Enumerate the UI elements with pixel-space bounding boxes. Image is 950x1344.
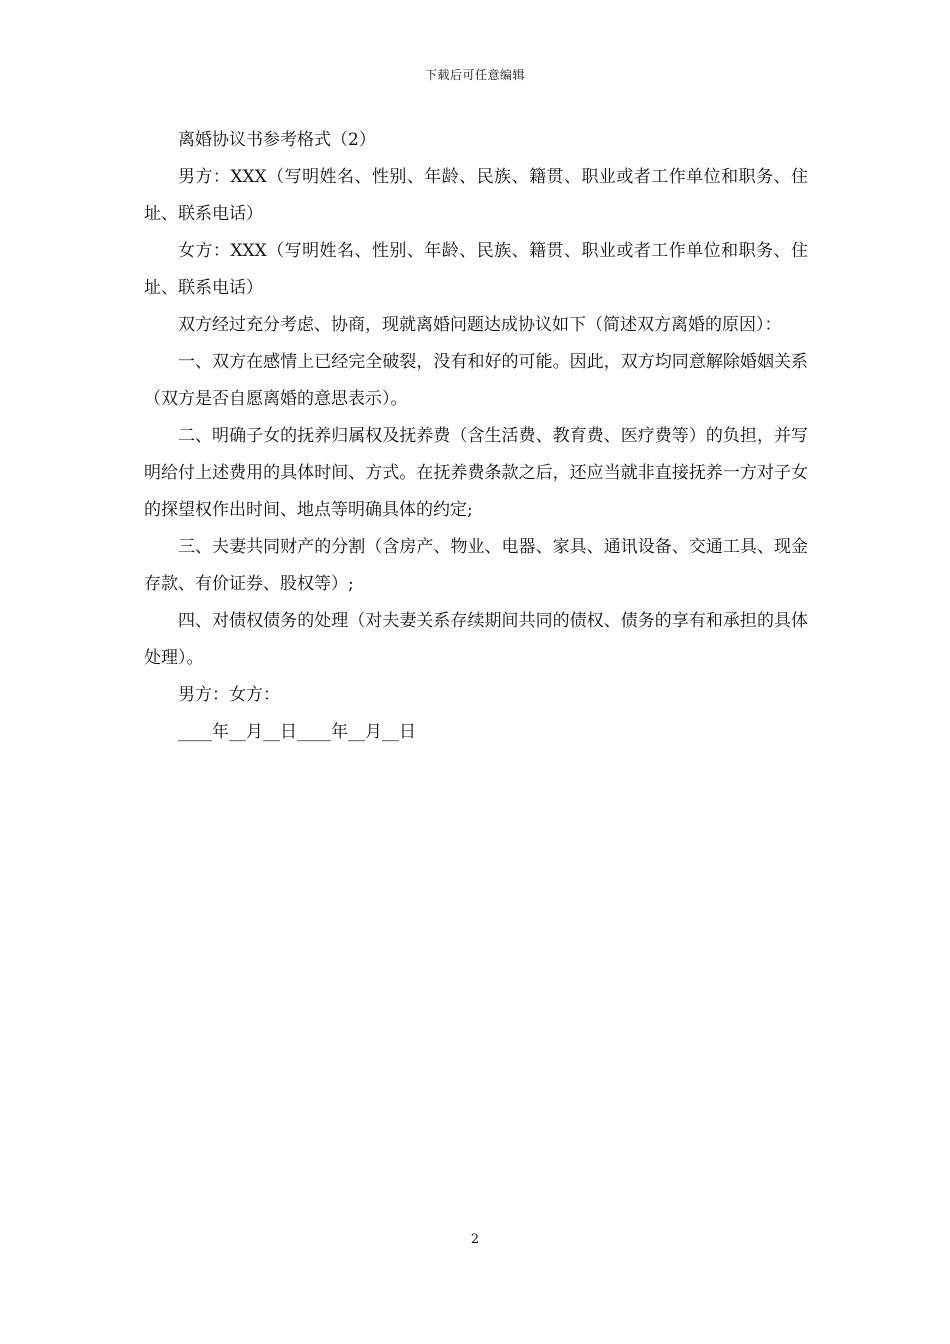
paragraph-clause-1: 一、双方在感情上已经完全破裂，没有和好的可能。因此，双方均同意解除婚姻关系（双方是否自愿离婚的意思表示）。 xyxy=(144,352,808,409)
document-body xyxy=(144,122,808,751)
page-header: 下载后可任意编辑 xyxy=(424,68,525,82)
paragraph-clause-3: 三、夫妻共同财产的分割（含房产、物业、电器、家具、通讯设备、交通工具、现金存款、有价证券、股权等）; xyxy=(144,537,808,594)
paragraph-clause-2: 二、明确子女的抚养归属权及抚养费（含生活费、教育费、医疗费等）的负担，并写明给付上述费用的具体时间、方式。在抚养费条款之后，还应当就非直接抚养一方对子女的探望权作出时间、地点等明确具体的约定; xyxy=(144,426,808,520)
paragraph-clause-4: 四、对债权债务的处理（对夫妻关系存续期间共同的债权、债务的享有和承担的具体处理）。 xyxy=(144,611,808,668)
signature-line: 男方：女方： xyxy=(178,685,280,705)
document-title: 离婚协议书参考格式（2） xyxy=(178,130,376,150)
date-line: ____年__月__日____年__月__日 xyxy=(178,722,416,742)
paragraph-female-party: 女方：XXX（写明姓名、性别、年龄、民族、籍贯、职业或者工作单位和职务、住址、联系电话） xyxy=(144,241,808,298)
paragraph-male-party: 男方：XXX（写明姓名、性别、年龄、民族、籍贯、职业或者工作单位和职务、住址、联系电话） xyxy=(144,167,808,224)
page-number: 2 xyxy=(470,1232,480,1247)
paragraph-intro: 双方经过充分考虑、协商，现就离婚问题达成协议如下（简述双方离婚的原因）： xyxy=(178,315,782,335)
